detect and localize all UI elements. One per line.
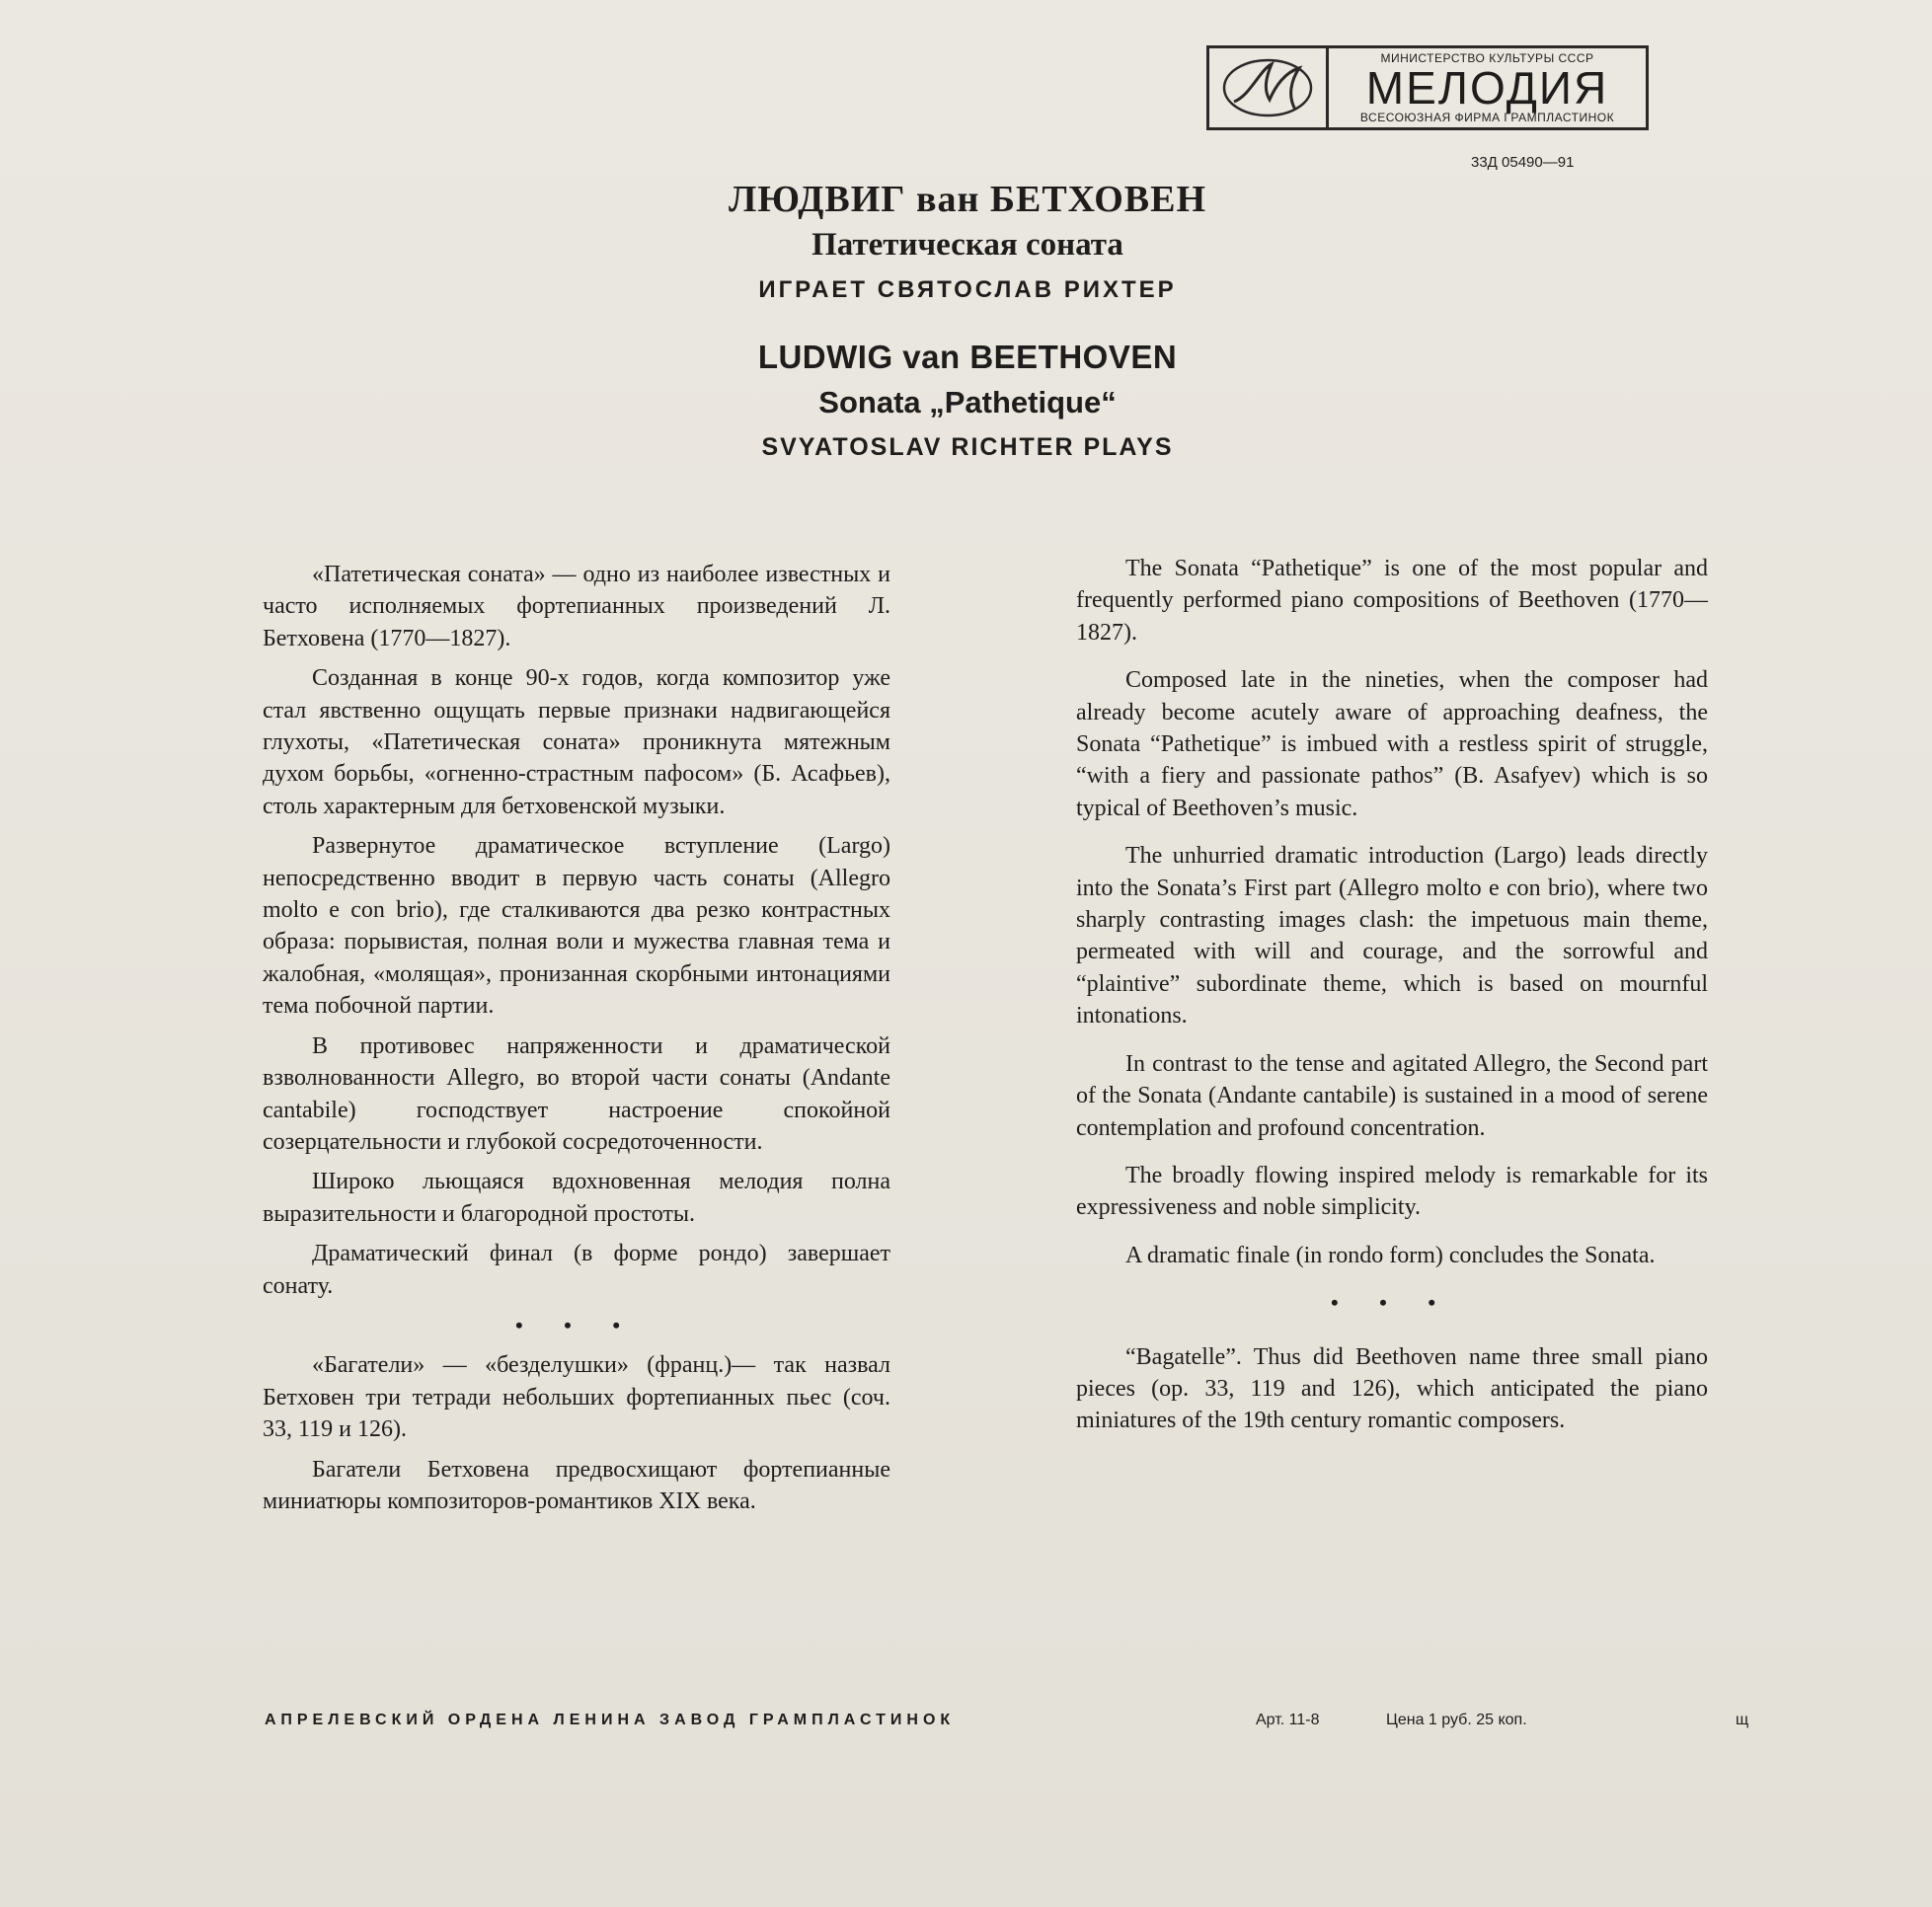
ru-work-title: Патетическая соната xyxy=(811,227,1123,263)
catalog-number: 33Д 05490—91 xyxy=(1471,154,1575,171)
ru-paragraph: Созданная в конце 90-х годов, когда композитор уже стал явственно ощущать первые признаки надвигающейся глухоты, «Патетическая соната» проникнута мятежным духом борьбы, «огненно-страстным пафосом» (Б. Асафьев), столь характерным для бетховенской музыки. xyxy=(263,665,890,819)
logo-text xyxy=(1329,48,1646,127)
ru-performer: ИГРАЕТ СВЯТОСЛАВ РИХТЕР xyxy=(758,276,1177,303)
article-number: Арт. 11-8 xyxy=(1256,1712,1320,1728)
ru-paragraph: Широко льющаяся вдохновенная мелодия полна выразительности и благородной простоты. xyxy=(263,1169,890,1227)
en-paragraph: The unhurried dramatic introduction (Largo) leads directly into the Sonata’s First part (Allegro molto e con brio), where two sharply contrasting images clash: the impetuous main theme, permeated with will and courage, and the sorrowful and “plaintive” subordinate theme, which is based on mournful intonations. xyxy=(1076,843,1708,1030)
logo-brand: МЕЛОДИЯ xyxy=(1365,62,1609,114)
ru-separator: • • • xyxy=(514,1312,639,1337)
logo-ministry: МИНИСТЕРСТВО КУЛЬТУРЫ СССР xyxy=(1380,51,1594,65)
en-paragraph: The Sonata “Pathetique” is one of the most popular and frequently performed piano compositions of Beethoven (1770—1827). xyxy=(1076,556,1708,646)
russian-notes-column xyxy=(263,559,890,1525)
english-notes-column xyxy=(1076,553,1708,1453)
logo-firm: ВСЕСОЮЗНАЯ ФИРМА ГРАМПЛАСТИНОК xyxy=(1359,111,1615,124)
melodiya-emblem-icon xyxy=(1209,48,1329,127)
ru-paragraph: «Патетическая соната» — одно из наиболее известных и часто исполняемых фортепианных произведений Л. Бетховена (1770—1827). xyxy=(263,562,890,651)
melodiya-logo xyxy=(1206,45,1649,130)
en-separator: • • • xyxy=(1330,1290,1454,1316)
en-paragraph: In contrast to the tense and agitated Allegro, the Second part of the Sonata (Andante cantabile) is sustained in a mood of serene contemplation and profound concentration. xyxy=(1076,1050,1708,1141)
corner-mark: щ xyxy=(1736,1712,1749,1728)
en-paragraph: “Bagatelle”. Thus did Beethoven name three small piano pieces (op. 33, 119 and 126), which anticipated the piano miniatures of the 19th century romantic composers. xyxy=(1076,1343,1708,1434)
en-composer-title: LUDWIG van BEETHOVEN xyxy=(757,339,1178,375)
ru-paragraph: Багатели Бетховена предвосхищают фортепианные миниатюры композиторов-романтиков XIX века. xyxy=(263,1456,890,1514)
en-paragraph: A dramatic finale (in rondo form) concludes the Sonata. xyxy=(1125,1242,1656,1268)
en-performer: SVYATOSLAV RICHTER PLAYS xyxy=(761,433,1174,461)
ru-paragraph: В противовес напряженности и драматической взволнованности Allegro, во второй части сонаты (Andante cantabile) господствует настроение спокойной созерцательности и глубокой сосредоточенности. xyxy=(263,1032,890,1155)
en-paragraph: The broadly flowing inspired melody is remarkable for its expressiveness and noble simplicity. xyxy=(1076,1162,1708,1221)
price: Цена 1 руб. 25 коп. xyxy=(1386,1712,1527,1728)
title-block xyxy=(632,176,1303,470)
footer xyxy=(265,1712,1765,1735)
pressing-plant: АПРЕЛЕВСКИЙ ОРДЕНА ЛЕНИНА ЗАВОД ГРАМПЛАСТИНОК xyxy=(265,1712,956,1728)
ru-paragraph: «Багатели» — «безделушки» (франц.)— так назвал Бетховен три тетради небольших фортепианных пьес (соч. 33, 119 и 126). xyxy=(263,1352,890,1443)
ru-composer-title: ЛЮДВИГ ван БЕТХОВЕН xyxy=(728,179,1207,220)
en-paragraph: Composed late in the nineties, when the composer had already become acutely aware of approaching deafness, the Sonata “Pathetique” is imbued with a restless spirit of struggle, “with a fiery and passionate pathos” (B. Asafyev) which is so typical of Beethoven’s music. xyxy=(1076,667,1708,821)
ru-paragraph: Развернутое драматическое вступление (Largo) непосредственно вводит в первую часть сонаты (Allegro molto e con brio), где сталкиваются два резко контрастных образа: порывистая, полная воли и мужества главная тема и жалобная, «молящая», пронизанная скорбными интонациями тема побочной партии. xyxy=(263,833,890,1020)
en-work-title: Sonata „Pathetique“ xyxy=(818,385,1117,420)
ru-paragraph: Драматический финал (в форме рондо) завершает сонату. xyxy=(263,1241,890,1299)
